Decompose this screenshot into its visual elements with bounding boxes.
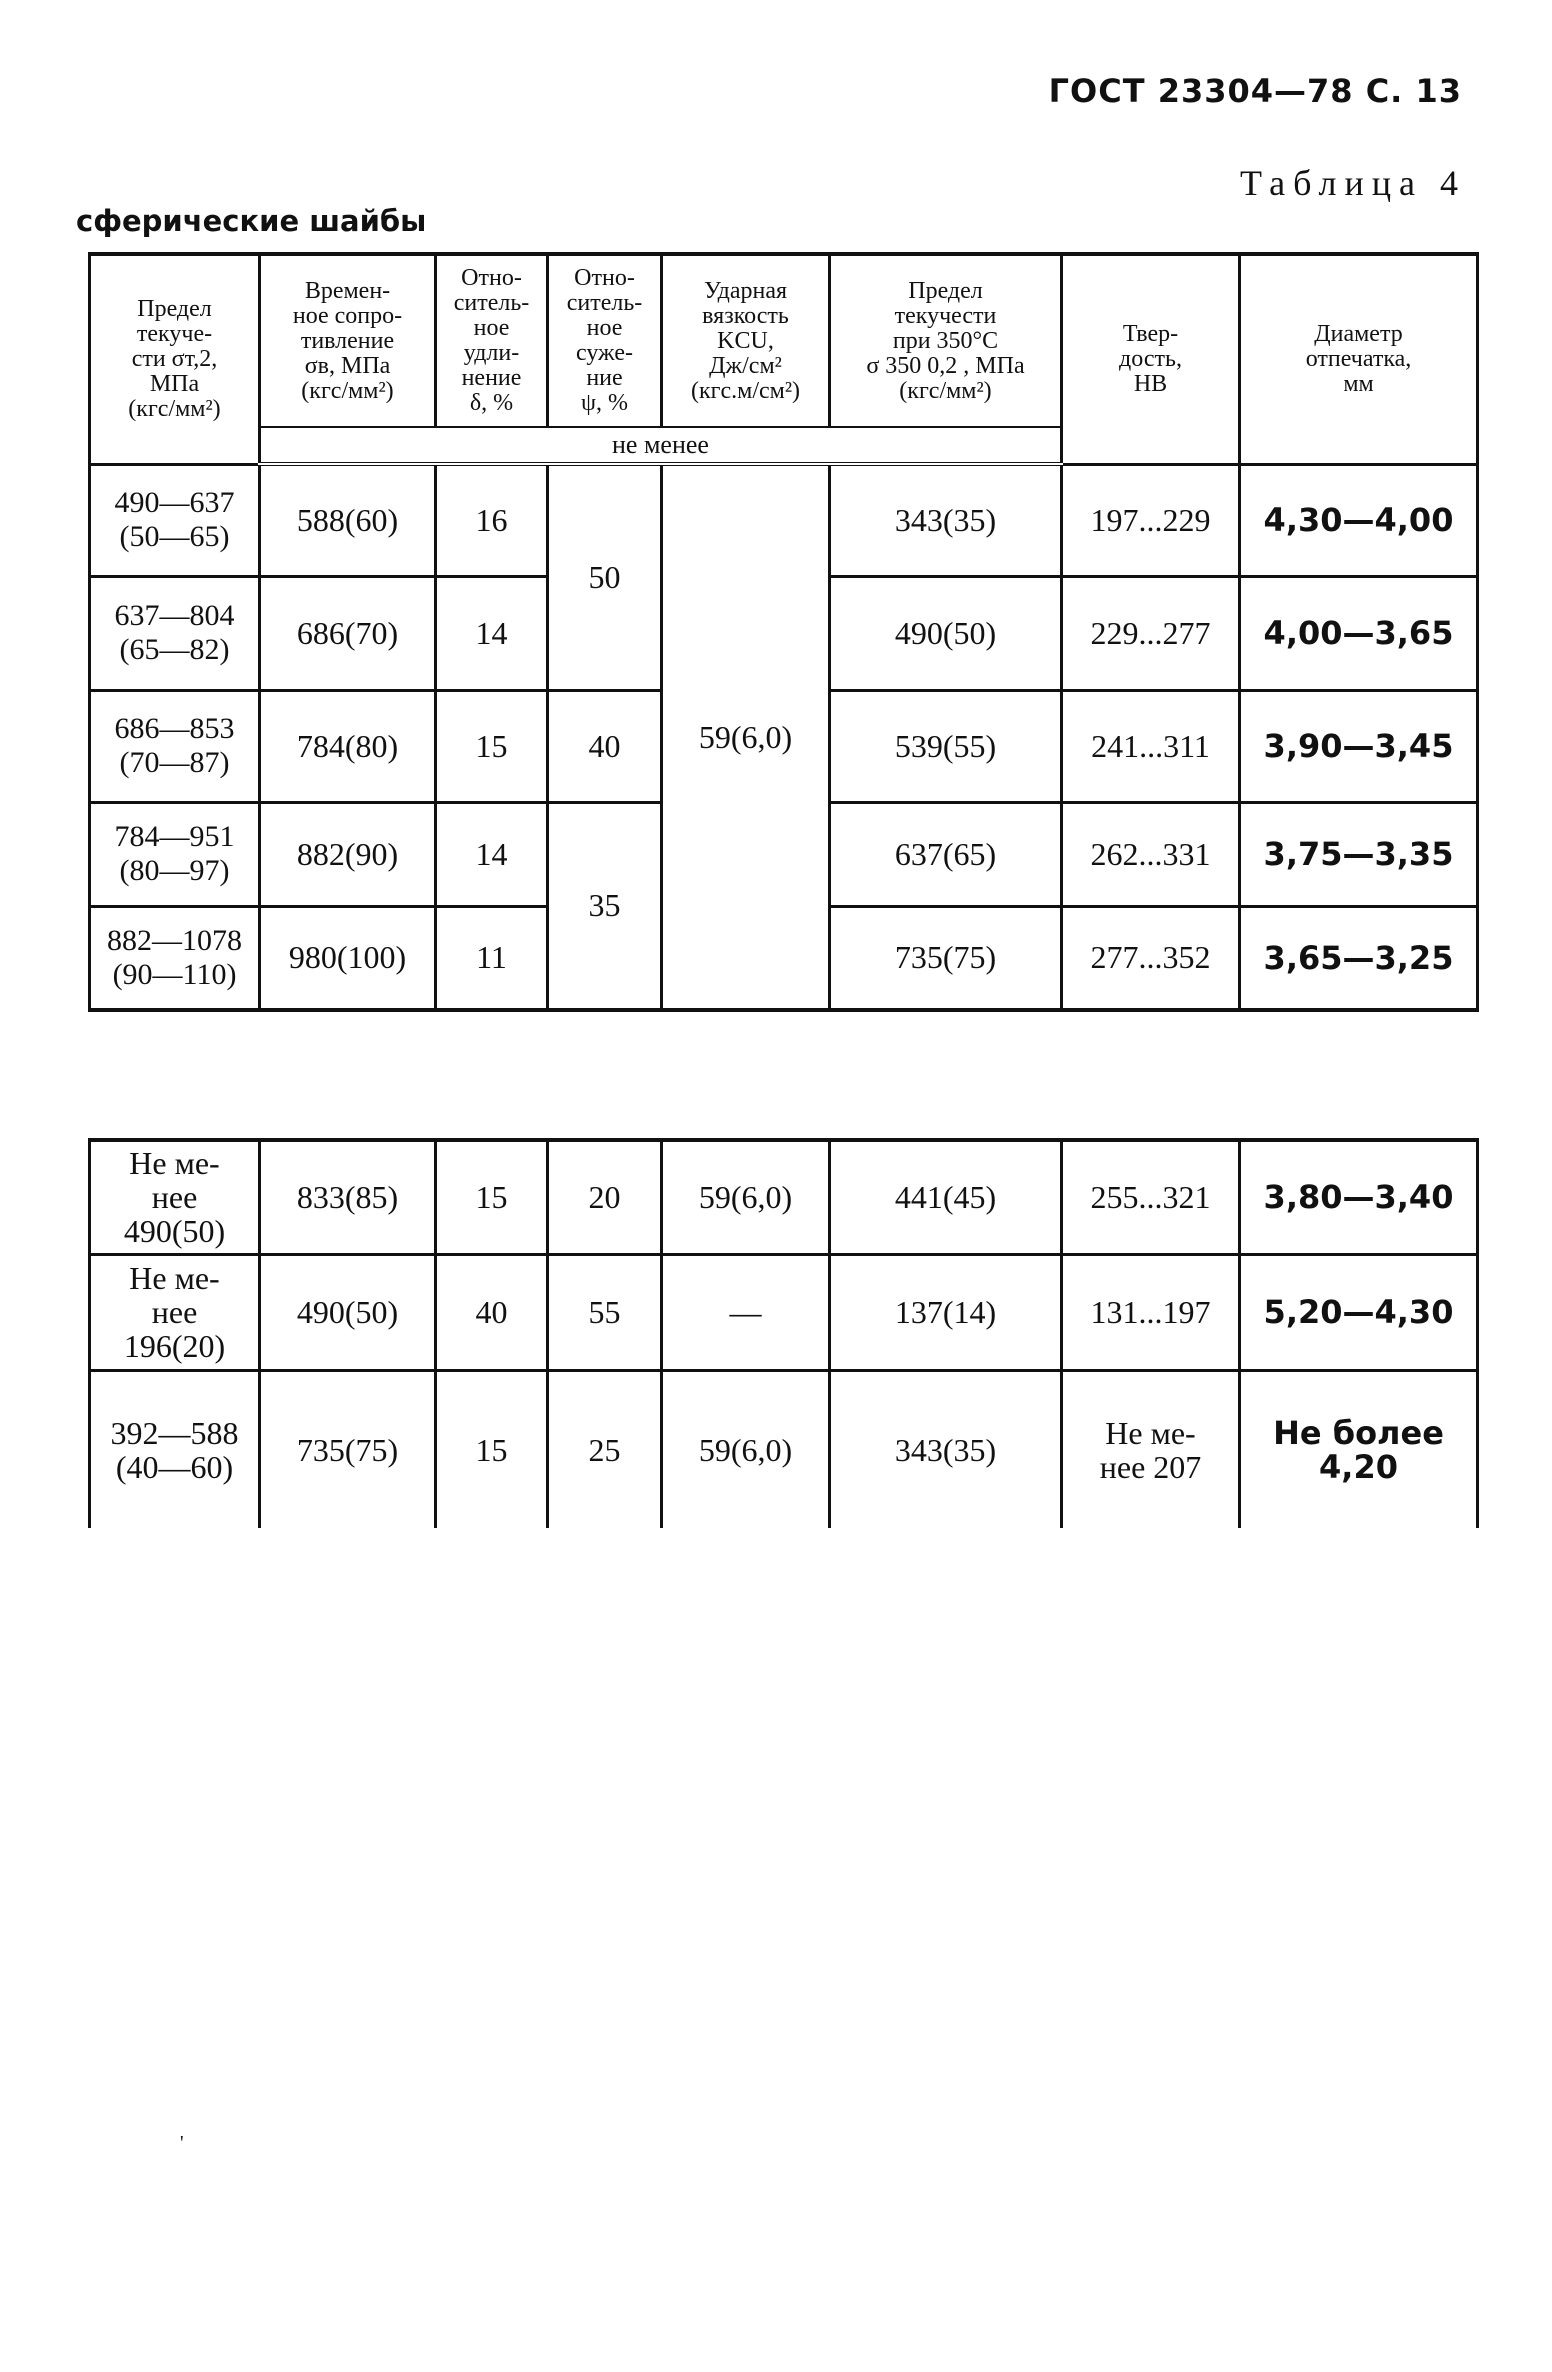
- cell-diameter: 4,30—4,00: [1240, 464, 1478, 576]
- col-header-reduction: Отно- ситель- ное суже- ние ψ, %: [548, 254, 662, 427]
- cell-elongation: 16: [436, 464, 548, 576]
- cell-reduction: 40: [548, 690, 662, 802]
- cell-tensile: 588(60): [260, 464, 436, 576]
- col-header-hardness: Твер- дость, НВ: [1062, 254, 1240, 464]
- cell-yield-350: 343(35): [830, 464, 1062, 576]
- cell-hardness: 131...197: [1062, 1254, 1240, 1370]
- cell-reduction: 55: [548, 1254, 662, 1370]
- col-header-tensile: Времен- ное сопро- тивление σв, МПа (кгс/мм²): [260, 254, 436, 427]
- cell-tensile: 490(50): [260, 1254, 436, 1370]
- cell-yield: 686—853 (70—87): [90, 690, 260, 802]
- cell-yield-350: 343(35): [830, 1370, 1062, 1528]
- cell-impact: 59(6,0): [662, 1370, 830, 1528]
- cell-diameter: 3,80—3,40: [1240, 1140, 1478, 1254]
- cell-impact: 59(6,0): [662, 464, 830, 1010]
- cell-tensile: 980(100): [260, 906, 436, 1010]
- cell-diameter: 3,75—3,35: [1240, 802, 1478, 906]
- cell-diameter: 3,90—3,45: [1240, 690, 1478, 802]
- cell-yield-350: 441(45): [830, 1140, 1062, 1254]
- cell-yield: 392—588 (40—60): [90, 1370, 260, 1528]
- cell-hardness: 197...229: [1062, 464, 1240, 576]
- cell-reduction: 25: [548, 1370, 662, 1528]
- table-row: [90, 464, 1478, 576]
- cell-elongation: 15: [436, 690, 548, 802]
- cell-elongation: 14: [436, 576, 548, 690]
- col-header-yield: Предел текуче- сти σт,2, МПа (кгс/мм²): [90, 254, 260, 464]
- table-4-continuation: [88, 1138, 1479, 1528]
- cell-reduction: 20: [548, 1140, 662, 1254]
- table-row: [90, 1254, 1478, 1370]
- cell-yield-350: 490(50): [830, 576, 1062, 690]
- cell-yield: Не ме- нее 490(50): [90, 1140, 260, 1254]
- col-header-elongation: Отно- ситель- ное удли- нение δ, %: [436, 254, 548, 427]
- cell-hardness: 262...331: [1062, 802, 1240, 906]
- col-header-diameter: Диаметр отпечатка, мм: [1240, 254, 1478, 464]
- cell-tensile: 882(90): [260, 802, 436, 906]
- cell-elongation: 40: [436, 1254, 548, 1370]
- cell-impact: 59(6,0): [662, 1140, 830, 1254]
- table-4-upper: [88, 252, 1479, 1012]
- cell-hardness: 277...352: [1062, 906, 1240, 1010]
- footer-mark: ': [180, 2132, 184, 2154]
- cell-yield-350: 539(55): [830, 690, 1062, 802]
- cell-yield: 490—637 (50—65): [90, 464, 260, 576]
- col-header-yield-350: Предел текучести при 350°C σ 350 0,2 , МПа (кгс/мм²): [830, 254, 1062, 427]
- col-header-impact: Ударная вязкость KCU, Дж/см² (кгс.м/см²): [662, 254, 830, 427]
- cell-hardness: 255...321: [1062, 1140, 1240, 1254]
- cell-elongation: 14: [436, 802, 548, 906]
- section-title: сферические шайбы: [76, 204, 427, 238]
- cell-tensile: 735(75): [260, 1370, 436, 1528]
- cell-yield: Не ме- нее 196(20): [90, 1254, 260, 1370]
- cell-hardness: 229...277: [1062, 576, 1240, 690]
- cell-impact: —: [662, 1254, 830, 1370]
- cell-elongation: 11: [436, 906, 548, 1010]
- table-row: [90, 1140, 1478, 1254]
- cell-diameter: Не более 4,20: [1240, 1370, 1478, 1528]
- cell-elongation: 15: [436, 1370, 548, 1528]
- not-less-label: не менее: [260, 427, 1062, 464]
- cell-yield: 784—951 (80—97): [90, 802, 260, 906]
- cell-elongation: 15: [436, 1140, 548, 1254]
- cell-hardness: Не ме- нее 207: [1062, 1370, 1240, 1528]
- cell-tensile: 833(85): [260, 1140, 436, 1254]
- cell-yield-350: 637(65): [830, 802, 1062, 906]
- cell-tensile: 784(80): [260, 690, 436, 802]
- cell-diameter: 5,20—4,30: [1240, 1254, 1478, 1370]
- cell-diameter: 3,65—3,25: [1240, 906, 1478, 1010]
- cell-diameter: 4,00—3,65: [1240, 576, 1478, 690]
- cell-yield-350: 137(14): [830, 1254, 1062, 1370]
- cell-tensile: 686(70): [260, 576, 436, 690]
- cell-yield: 637—804 (65—82): [90, 576, 260, 690]
- cell-hardness: 241...311: [1062, 690, 1240, 802]
- header-row: [90, 254, 1478, 427]
- table-label: Таблица 4: [1240, 163, 1466, 203]
- table-row: [90, 1370, 1478, 1528]
- page-header: ГОСТ 23304—78 С. 13: [1048, 72, 1462, 110]
- cell-reduction: 50: [548, 464, 662, 690]
- cell-yield-350: 735(75): [830, 906, 1062, 1010]
- cell-yield: 882—1078 (90—110): [90, 906, 260, 1010]
- cell-reduction: 35: [548, 802, 662, 1010]
